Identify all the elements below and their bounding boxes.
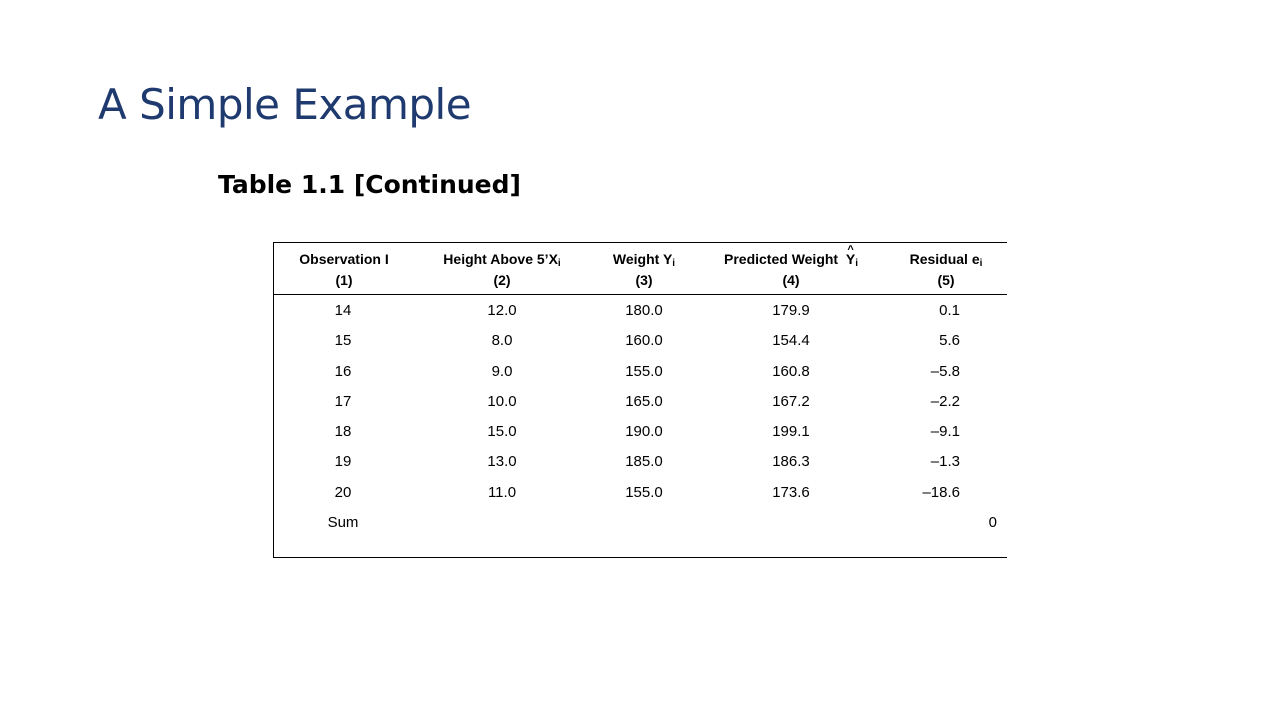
slide-title: A Simple Example — [98, 80, 472, 129]
cell-predicted: 154.4 — [772, 332, 810, 350]
cell-weight: 160.0 — [625, 332, 663, 350]
table-row — [274, 416, 1007, 446]
cell-residual: –2.2 — [930, 392, 960, 410]
cell-height: 13.0 — [487, 453, 517, 471]
header-observation: Observation I (1) — [299, 251, 389, 288]
header-residual: Residual $e_i$ (5) — [909, 251, 983, 288]
cell-residual: 0.1 — [939, 302, 960, 319]
header-weight: Weight $Y_i$ (3) — [612, 251, 676, 288]
cell-observation: 14 — [334, 302, 352, 319]
cell-predicted: 179.9 — [772, 302, 810, 319]
cell-residual: –5.8 — [930, 362, 960, 380]
table-row — [274, 325, 1007, 355]
cell-predicted: 173.6 — [772, 483, 810, 501]
table-body — [274, 295, 1007, 537]
cell-height: 15.0 — [487, 423, 517, 441]
cell-observation: 18 — [334, 423, 352, 441]
cell-height: 12.0 — [487, 302, 517, 319]
cell-observation: 16 — [334, 362, 352, 380]
cell-height: 8.0 — [491, 332, 513, 350]
table-row — [274, 446, 1007, 476]
cell-residual: –1.3 — [930, 453, 960, 471]
cell-predicted: 160.8 — [772, 362, 810, 380]
cell-weight: 155.0 — [625, 362, 663, 380]
cell-weight: 190.0 — [625, 423, 663, 441]
cell-predicted: 199.1 — [772, 423, 810, 441]
cell-weight: 180.0 — [625, 302, 663, 319]
cell-residual: –9.1 — [930, 423, 960, 441]
cell-weight: 165.0 — [625, 392, 663, 410]
cell-weight: 185.0 — [625, 453, 663, 471]
table-row — [274, 477, 1007, 507]
data-table — [273, 242, 1007, 558]
cell-predicted: 167.2 — [772, 392, 810, 410]
cell-observation: 20 — [334, 483, 352, 501]
header-height: Height Above $5’X_i$ (2) — [443, 251, 561, 288]
cell-residual: 5.6 — [939, 332, 960, 350]
cell-height: 10.0 — [487, 392, 517, 410]
sum-value: 0 — [988, 514, 997, 532]
cell-height: 9.0 — [491, 362, 513, 380]
cell-weight: 155.0 — [625, 483, 663, 501]
cell-observation: 17 — [334, 392, 352, 410]
table-row — [274, 295, 1007, 325]
table-header — [274, 243, 1007, 295]
table-caption: Table 1.1 [Continued] — [218, 170, 521, 199]
cell-height: 11.0 — [487, 483, 517, 501]
cell-residual: –18.6 — [922, 483, 960, 501]
table-row — [274, 386, 1007, 416]
table-row — [274, 356, 1007, 386]
sum-label: Sum — [327, 514, 359, 532]
header-predicted-weight: Predicted Weight ^ $Y_i$ (4) — [706, 249, 876, 291]
cell-observation: 15 — [334, 332, 352, 350]
cell-predicted: 186.3 — [772, 453, 810, 471]
sum-row — [274, 507, 1007, 537]
cell-observation: 19 — [334, 453, 352, 471]
